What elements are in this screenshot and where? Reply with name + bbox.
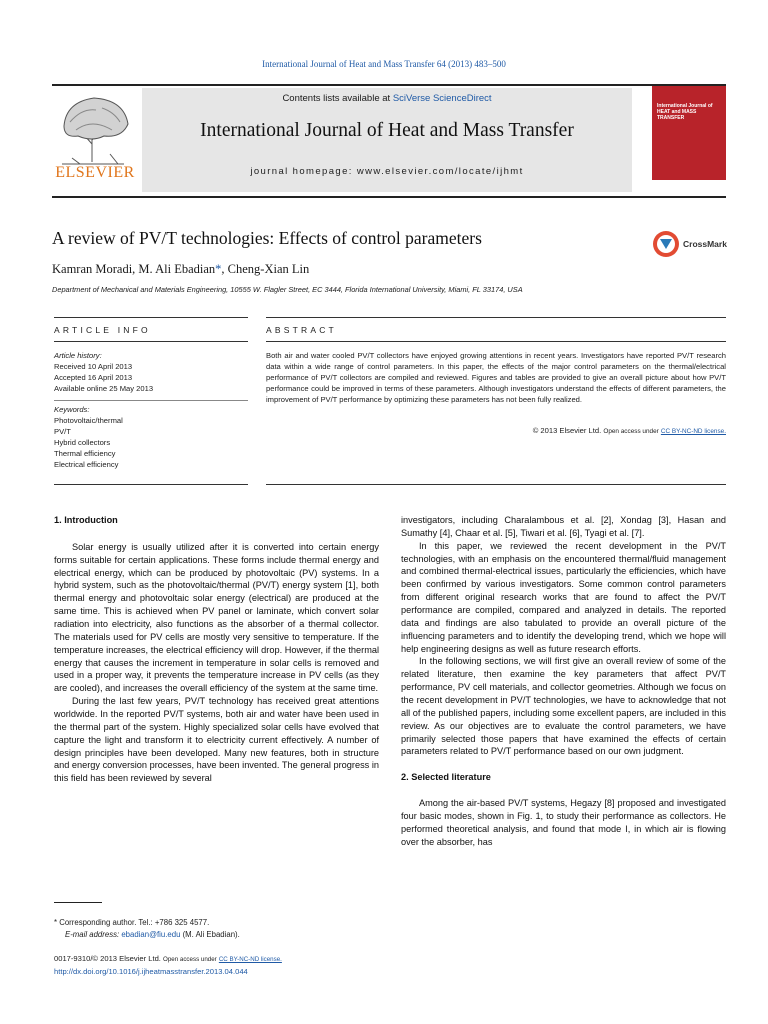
keyword: Photovoltaic/thermal xyxy=(54,416,123,425)
author-list xyxy=(52,262,309,277)
homepage-prefix: journal homepage: xyxy=(250,166,357,177)
header-top-rule xyxy=(52,84,726,86)
contents-line xyxy=(142,93,632,104)
authors-secondary: , Cheng-Xian Lin xyxy=(221,262,310,276)
journal-title: International Journal of Heat and Mass Transfer xyxy=(200,120,574,141)
history-accepted: Accepted 16 April 2013 xyxy=(54,373,133,382)
keyword: Hybrid collectors xyxy=(54,438,111,447)
author-affiliation: Department of Mechanical and Materials Engineering, 10555 W. Flagler Street, EC 3444, Florida International University, Miami, FL 33174, USA xyxy=(52,285,523,294)
abstract-rule xyxy=(266,341,726,342)
crossmark-label[interactable]: CrossMark xyxy=(683,239,727,249)
body-paragraph: investigators, including Charalambous et al. [2], Xondag [3], Hasan and Sumathy [4], Chaar et al. [5], Tiwari et al. [6], Tyagi et al. [7]. xyxy=(401,515,726,538)
license-link[interactable]: CC BY-NC-ND license. xyxy=(660,428,726,435)
contents-prefix: Contents lists available at xyxy=(282,93,393,104)
bottom-identifiers xyxy=(54,953,282,978)
abstract-text: Both air and water cooled PV/T collectors have enjoyed growing attentions in recent years. Investigators have reported PV/T research data within a wide range of control parameters. In this paper, the effects of the major control parameters on the thermal/electrical performance of PV/T collectors are compiled and reviewed. Figures and tables are provided to give an overall picture about how PV/T performance could be improved in terms of these parameters. Although investigators understand the effects of different parameters, the improvement of PV/T performance by optimizing these parameters has not been fully realized. xyxy=(266,351,726,404)
corresponding-author-marker[interactable]: * xyxy=(215,262,222,276)
abstract-heading: ABSTRACT xyxy=(266,325,337,335)
keyword: Thermal efficiency xyxy=(54,449,116,458)
open-access-label: Open access under xyxy=(603,428,659,435)
open-access-label: Open access under xyxy=(163,956,217,963)
section-heading-introduction: 1. Introduction xyxy=(54,515,118,525)
left-column xyxy=(54,514,379,785)
cover-line: HEAT and MASS xyxy=(657,109,697,115)
right-column xyxy=(401,514,726,849)
body-paragraph: Solar energy is usually utilized after it is converted into certain energy forms suitable for certain applications. These forms include thermal energy and electrical energy, which can be produced by photovoltaic (PV) systems. In a hybrid system, such as the photovoltaic/thermal (PV/T) energy system [1], both thermal energy and photovoltaic solar energy (electrical) are produced at the same time. This is achieved when PV panel or laminate, which convert solar radiation into electricity, also functions as the absorber of a thermal collector. The materials used for PV cells are mostly very sensitive to temperature. If the temperature increases, the electrical efficiency will drop. However, if the thermal energy that causes the increment in temperature in solar cells is removed and used in a proper way, it prevents the temperature increase in PV cells (as they are cooled), and increases the overall efficiency of the system at the same time. xyxy=(54,541,379,694)
abstract-top-rule xyxy=(266,317,726,318)
doi-link[interactable]: http://dx.doi.org/10.1016/j.ijheatmasstransfer.2013.04.044 xyxy=(54,967,248,976)
homepage-line xyxy=(142,166,632,177)
article-info-rule xyxy=(54,341,248,342)
cover-line: TRANSFER xyxy=(657,115,685,121)
email-suffix: (M. Ali Ebadian). xyxy=(180,930,240,939)
history-label: Article history: xyxy=(54,351,102,360)
journal-cover-thumbnail[interactable] xyxy=(652,86,726,180)
article-info-top-rule xyxy=(54,317,248,318)
footnote-rule xyxy=(54,902,102,903)
license-link[interactable]: CC BY-NC-ND license. xyxy=(218,956,282,963)
copyright-text: © 2013 Elsevier Ltd. xyxy=(532,426,602,435)
body-paragraph: During the last few years, PV/T technology has received great attentions worldwide. In the reported PV/T systems, both air and water have been used in the thermal part of the system. Highly specialized solar cells have evolved that capture the light and transform it to electricity current effectively. A number of design principles have been developed. Many new features, both in structure and energy conversion processes, have been invented. The general progress in this field has been reviewed by several xyxy=(54,696,379,784)
abstract-bottom-rule xyxy=(266,484,726,485)
email-link[interactable]: ebadian@fiu.edu xyxy=(121,930,181,939)
section-heading-selected-literature: 2. Selected literature xyxy=(401,772,491,783)
keywords-divider xyxy=(54,400,248,401)
article-info-heading: ARTICLE INFO xyxy=(54,325,151,335)
publisher-name: ELSEVIER xyxy=(55,164,135,181)
footnotes xyxy=(54,917,240,941)
keyword: Electrical efficiency xyxy=(54,460,119,469)
article-info-panel xyxy=(54,350,249,470)
authors-primary: Kamran Moradi, M. Ali Ebadian xyxy=(52,262,216,276)
article-info-bottom-rule xyxy=(54,484,248,485)
email-label: E-mail address: xyxy=(65,930,120,939)
body-paragraph: Among the air-based PV/T systems, Hegazy [8] proposed and investigated four basic modes, shown in Fig. 1, to study their performance as collectors. He performed theoretical analysis, and found that mode I, in which air is flowing over the absorber, has xyxy=(401,798,726,847)
sciencedirect-link[interactable]: SciVerse ScienceDirect xyxy=(392,93,492,104)
article-title: A review of PV/T technologies: Effects of control parameters xyxy=(52,228,482,248)
history-received: Received 10 April 2013 xyxy=(54,362,133,371)
keyword: PV/T xyxy=(54,427,71,436)
issn-copyright: 0017-9310/© 2013 Elsevier Ltd. xyxy=(54,954,161,963)
keywords-label: Keywords: xyxy=(54,405,90,414)
corresponding-author-note: * Corresponding author. Tel.: +786 325 4577. xyxy=(54,918,210,927)
header-bottom-rule xyxy=(52,196,726,198)
body-paragraph: In this paper, we reviewed the recent development in the PV/T technologies, with an emphasis on the encountered thermal/fluid management and combined thermal-electrical issues, particularly the efficiencies, which have been confirmed by various investigators. Some common control parameters from different original research works that are found to affect the PV/T performance are compiled, compared and analyzed in details. The reported data and findings are also tabulated to provide an overall picture of the influencing parameters and to identify the developing trend, which we hope will help engineering designs as well as future research efforts. xyxy=(401,540,726,654)
cover-line: International Journal of xyxy=(657,103,713,109)
journal-citation[interactable]: International Journal of Heat and Mass Transfer 64 (2013) 483–500 xyxy=(262,59,506,69)
history-online: Available online 25 May 2013 xyxy=(54,384,154,393)
abstract-copyright xyxy=(266,426,726,435)
homepage-url[interactable]: www.elsevier.com/locate/ijhmt xyxy=(356,166,524,177)
body-paragraph: In the following sections, we will first give an overall review of some of the related literature, then examine the key parameters that affect PV/T performance, PV cell materials, and collector geometries. Although we focus on the recent development in PV/T technologies, we have to acknowledge that not all of the published papers, including some excellent papers, are included in this review. As our objectives are to evaluate the control parameters, we have primarily selected those papers that have examined the effects of certain parameters related to PV/T performance based on our own judgment. xyxy=(401,656,726,757)
